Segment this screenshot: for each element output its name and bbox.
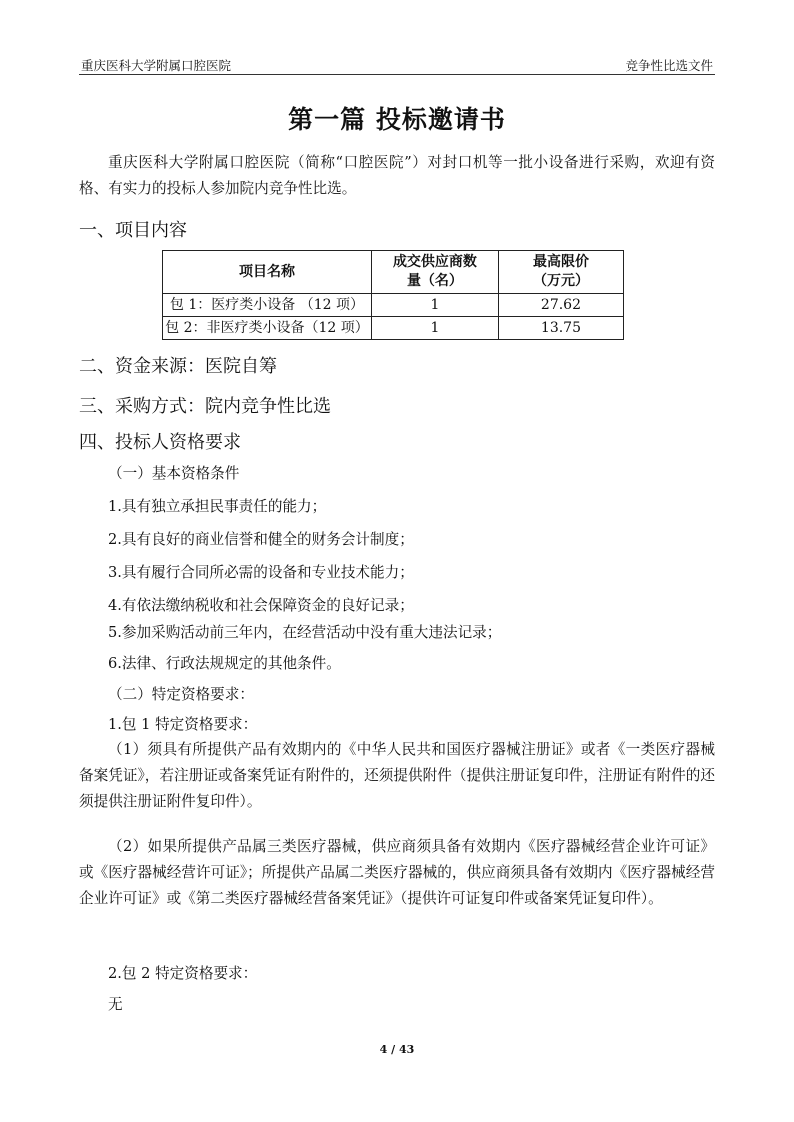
table-cell: 13.75 <box>498 317 623 340</box>
list-item: 3.具有履行合同所必需的设备和专业技术能力； <box>108 564 414 581</box>
list-item: 2.具有良好的商业信誉和健全的财务会计制度； <box>108 531 414 548</box>
table-row <box>163 317 624 340</box>
table-header-row <box>163 251 624 294</box>
table-cell: 包 2：非医疗类小设备（12 项） <box>163 317 372 340</box>
package1-title: 1.包 1 特定资格要求： <box>108 716 258 733</box>
package2-text: 无 <box>108 996 123 1013</box>
special-qualification-title: （二）特定资格要求： <box>108 686 254 703</box>
table-row <box>163 294 624 317</box>
section-bidder-requirements: 四、投标人资格要求 <box>79 432 241 453</box>
page-header <box>79 54 715 75</box>
table-cell: 27.62 <box>498 294 623 317</box>
table-header: 项目名称 <box>163 251 372 294</box>
list-item: 5.参加采购活动前三年内，在经营活动中没有重大违法记录； <box>108 624 502 641</box>
package1-requirement-1: （1）须具有所提供产品有效期内的《中华人民共和国医疗器械注册证》或者《一类医疗器械备案凭证》，若注册证或备案凭证有附件的，还须提供附件（提供注册证复印件，注册证有附件的还须提供注册证附件复印件）。 <box>79 741 715 810</box>
table-cell: 包 1：医疗类小设备 （12 项） <box>163 294 372 317</box>
table-cell: 1 <box>371 294 498 317</box>
section-funding: 二、资金来源：医院自筹 <box>79 356 277 377</box>
package1-requirement-2: （2）如果所提供产品属三类医疗器械，供应商须具备有效期内《医疗器械经营企业许可证》或《医疗器械经营许可证》；所提供产品属二类医疗器械的，供应商须具备有效期内《医疗器械经营企业许可证》或《第二类医疗器械经营备案凭证》（提供许可证复印件或备案凭证复印件）。 <box>79 838 715 907</box>
intro-paragraph: 重庆医科大学附属口腔医院（简称“口腔医院”）对封口机等一批小设备进行采购，欢迎有资格、有实力的投标人参加院内竞争性比选。 <box>79 154 715 197</box>
header-hospital-name: 重庆医科大学附属口腔医院 <box>81 58 232 73</box>
table-cell: 1 <box>371 317 498 340</box>
list-item: 6.法律、行政法规规定的其他条件。 <box>108 655 341 672</box>
section-project-content: 一、项目内容 <box>79 220 187 241</box>
list-item: 4.有依法缴纳税收和社会保障资金的良好记录； <box>108 597 414 614</box>
header-doc-type: 竞争性比选文件 <box>625 58 713 73</box>
basic-qualification-title: （一）基本资格条件 <box>108 465 240 482</box>
page-number: 4 / 43 <box>379 1043 415 1056</box>
list-item: 1.具有独立承担民事责任的能力； <box>108 498 327 515</box>
project-table <box>162 250 624 340</box>
table-header: 最高限价 （万元） <box>498 251 623 294</box>
section-procurement-method: 三、采购方式：院内竞争性比选 <box>79 396 331 417</box>
table-header: 成交供应商数 量（名） <box>371 251 498 294</box>
page-title: 第一篇 投标邀请书 <box>288 105 506 134</box>
package2-title: 2.包 2 特定资格要求： <box>108 965 258 982</box>
